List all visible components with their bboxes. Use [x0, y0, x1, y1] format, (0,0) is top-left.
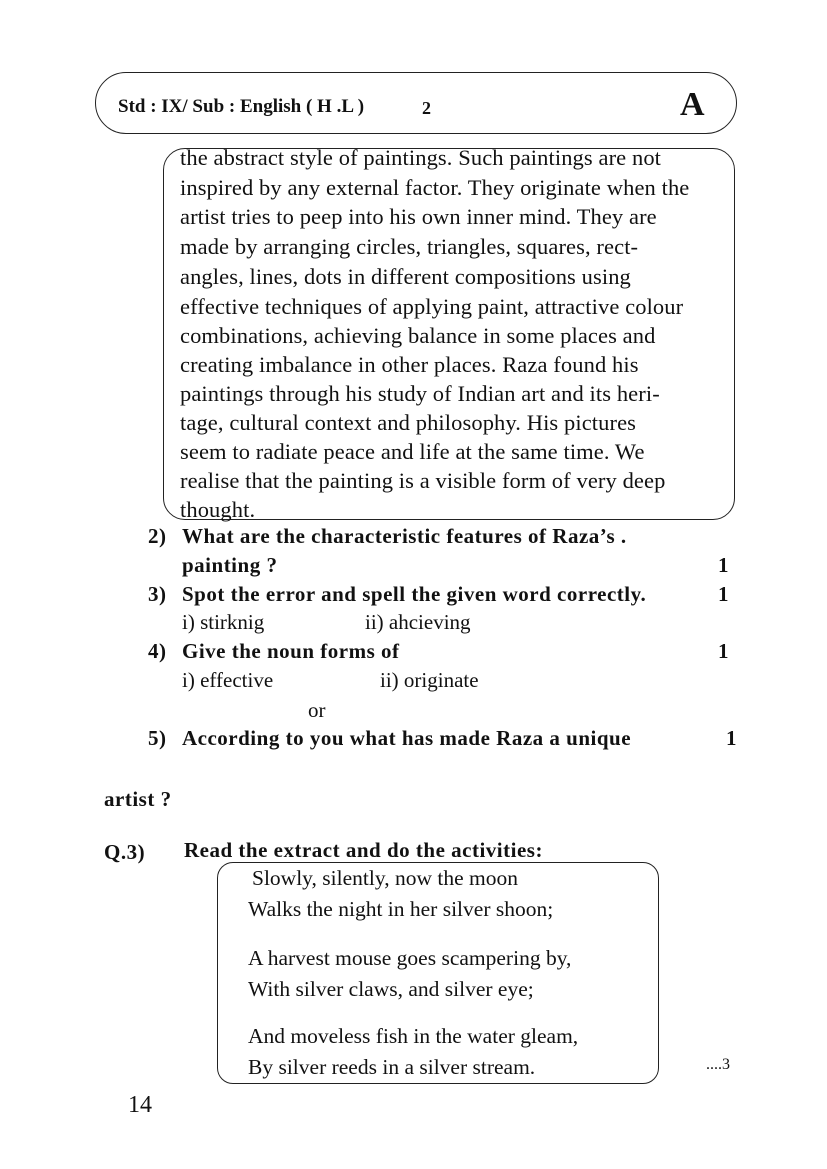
extract-line: tage, cultural context and philosophy. His pictures	[180, 410, 637, 435]
question-text: What are the characteristic features of Raza’s .	[182, 524, 627, 548]
question-text-continued: painting ?	[182, 553, 278, 577]
poem-frame	[217, 862, 659, 1084]
section-instruction: Read the extract and do the activities:	[184, 838, 543, 862]
extract-line: thought.	[180, 497, 256, 522]
sheet-number: 2	[422, 98, 431, 118]
extract-line: effective techniques of applying paint, attractive colour	[180, 294, 684, 319]
option-2: ii) originate	[380, 668, 479, 692]
question-number: 3)	[148, 582, 167, 606]
extract-line: the abstract style of paintings. Such paintings are not	[180, 145, 662, 170]
question-number: 4)	[148, 639, 167, 663]
option-2: ii) ahcieving	[365, 610, 471, 634]
poem-line: And moveless fish in the water gleam,	[248, 1024, 579, 1048]
question-text-continued: artist ?	[104, 787, 172, 811]
continued-indicator: ....3	[706, 1056, 730, 1073]
question-text: Spot the error and spell the given word correctly.	[182, 582, 647, 606]
question-text: Give the noun forms of	[182, 639, 400, 663]
option-1: i) effective	[182, 668, 274, 692]
question-number: 2)	[148, 524, 167, 548]
poem-line: Slowly, silently, now the moon	[252, 866, 518, 890]
poem-line: With silver claws, and silver eye;	[248, 977, 534, 1001]
or-separator: or	[308, 698, 326, 722]
question-number: 5)	[148, 726, 167, 750]
poem-line: By silver reeds in a silver stream.	[248, 1055, 536, 1079]
extract-line: inspired by any external factor. They originate when the	[180, 175, 690, 200]
page-number: 14	[128, 1092, 152, 1118]
extract-line: angles, lines, dots in different compositions using	[180, 264, 631, 289]
question-marks: 1	[718, 582, 729, 606]
poem-line: A harvest mouse goes scampering by,	[248, 946, 572, 970]
extract-line: seem to radiate peace and life at the same time. We	[180, 439, 645, 464]
extract-line: artist tries to peep into his own inner mind. They are	[180, 204, 657, 229]
question-marks: 1	[718, 553, 729, 577]
extract-line: paintings through his study of Indian art and its heri-	[180, 381, 660, 406]
option-1: i) stirknig	[182, 610, 265, 634]
standard-subject-label: Std : IX/ Sub : English ( H .L )	[118, 96, 365, 117]
question-marks: 1	[718, 639, 729, 663]
set-letter: A	[680, 86, 705, 123]
extract-line: creating imbalance in other places. Raza found his	[180, 352, 639, 377]
poem-line: Walks the night in her silver shoon;	[248, 897, 554, 921]
extract-line: combinations, achieving balance in some places and	[180, 323, 656, 348]
question-text: According to you what has made Raza a unique	[182, 726, 632, 750]
extract-line: realise that the painting is a visible form of very deep	[180, 468, 666, 493]
section-label: Q.3)	[104, 840, 146, 864]
question-marks: 1	[726, 726, 737, 750]
extract-line: made by arranging circles, triangles, squares, rect-	[180, 234, 639, 259]
